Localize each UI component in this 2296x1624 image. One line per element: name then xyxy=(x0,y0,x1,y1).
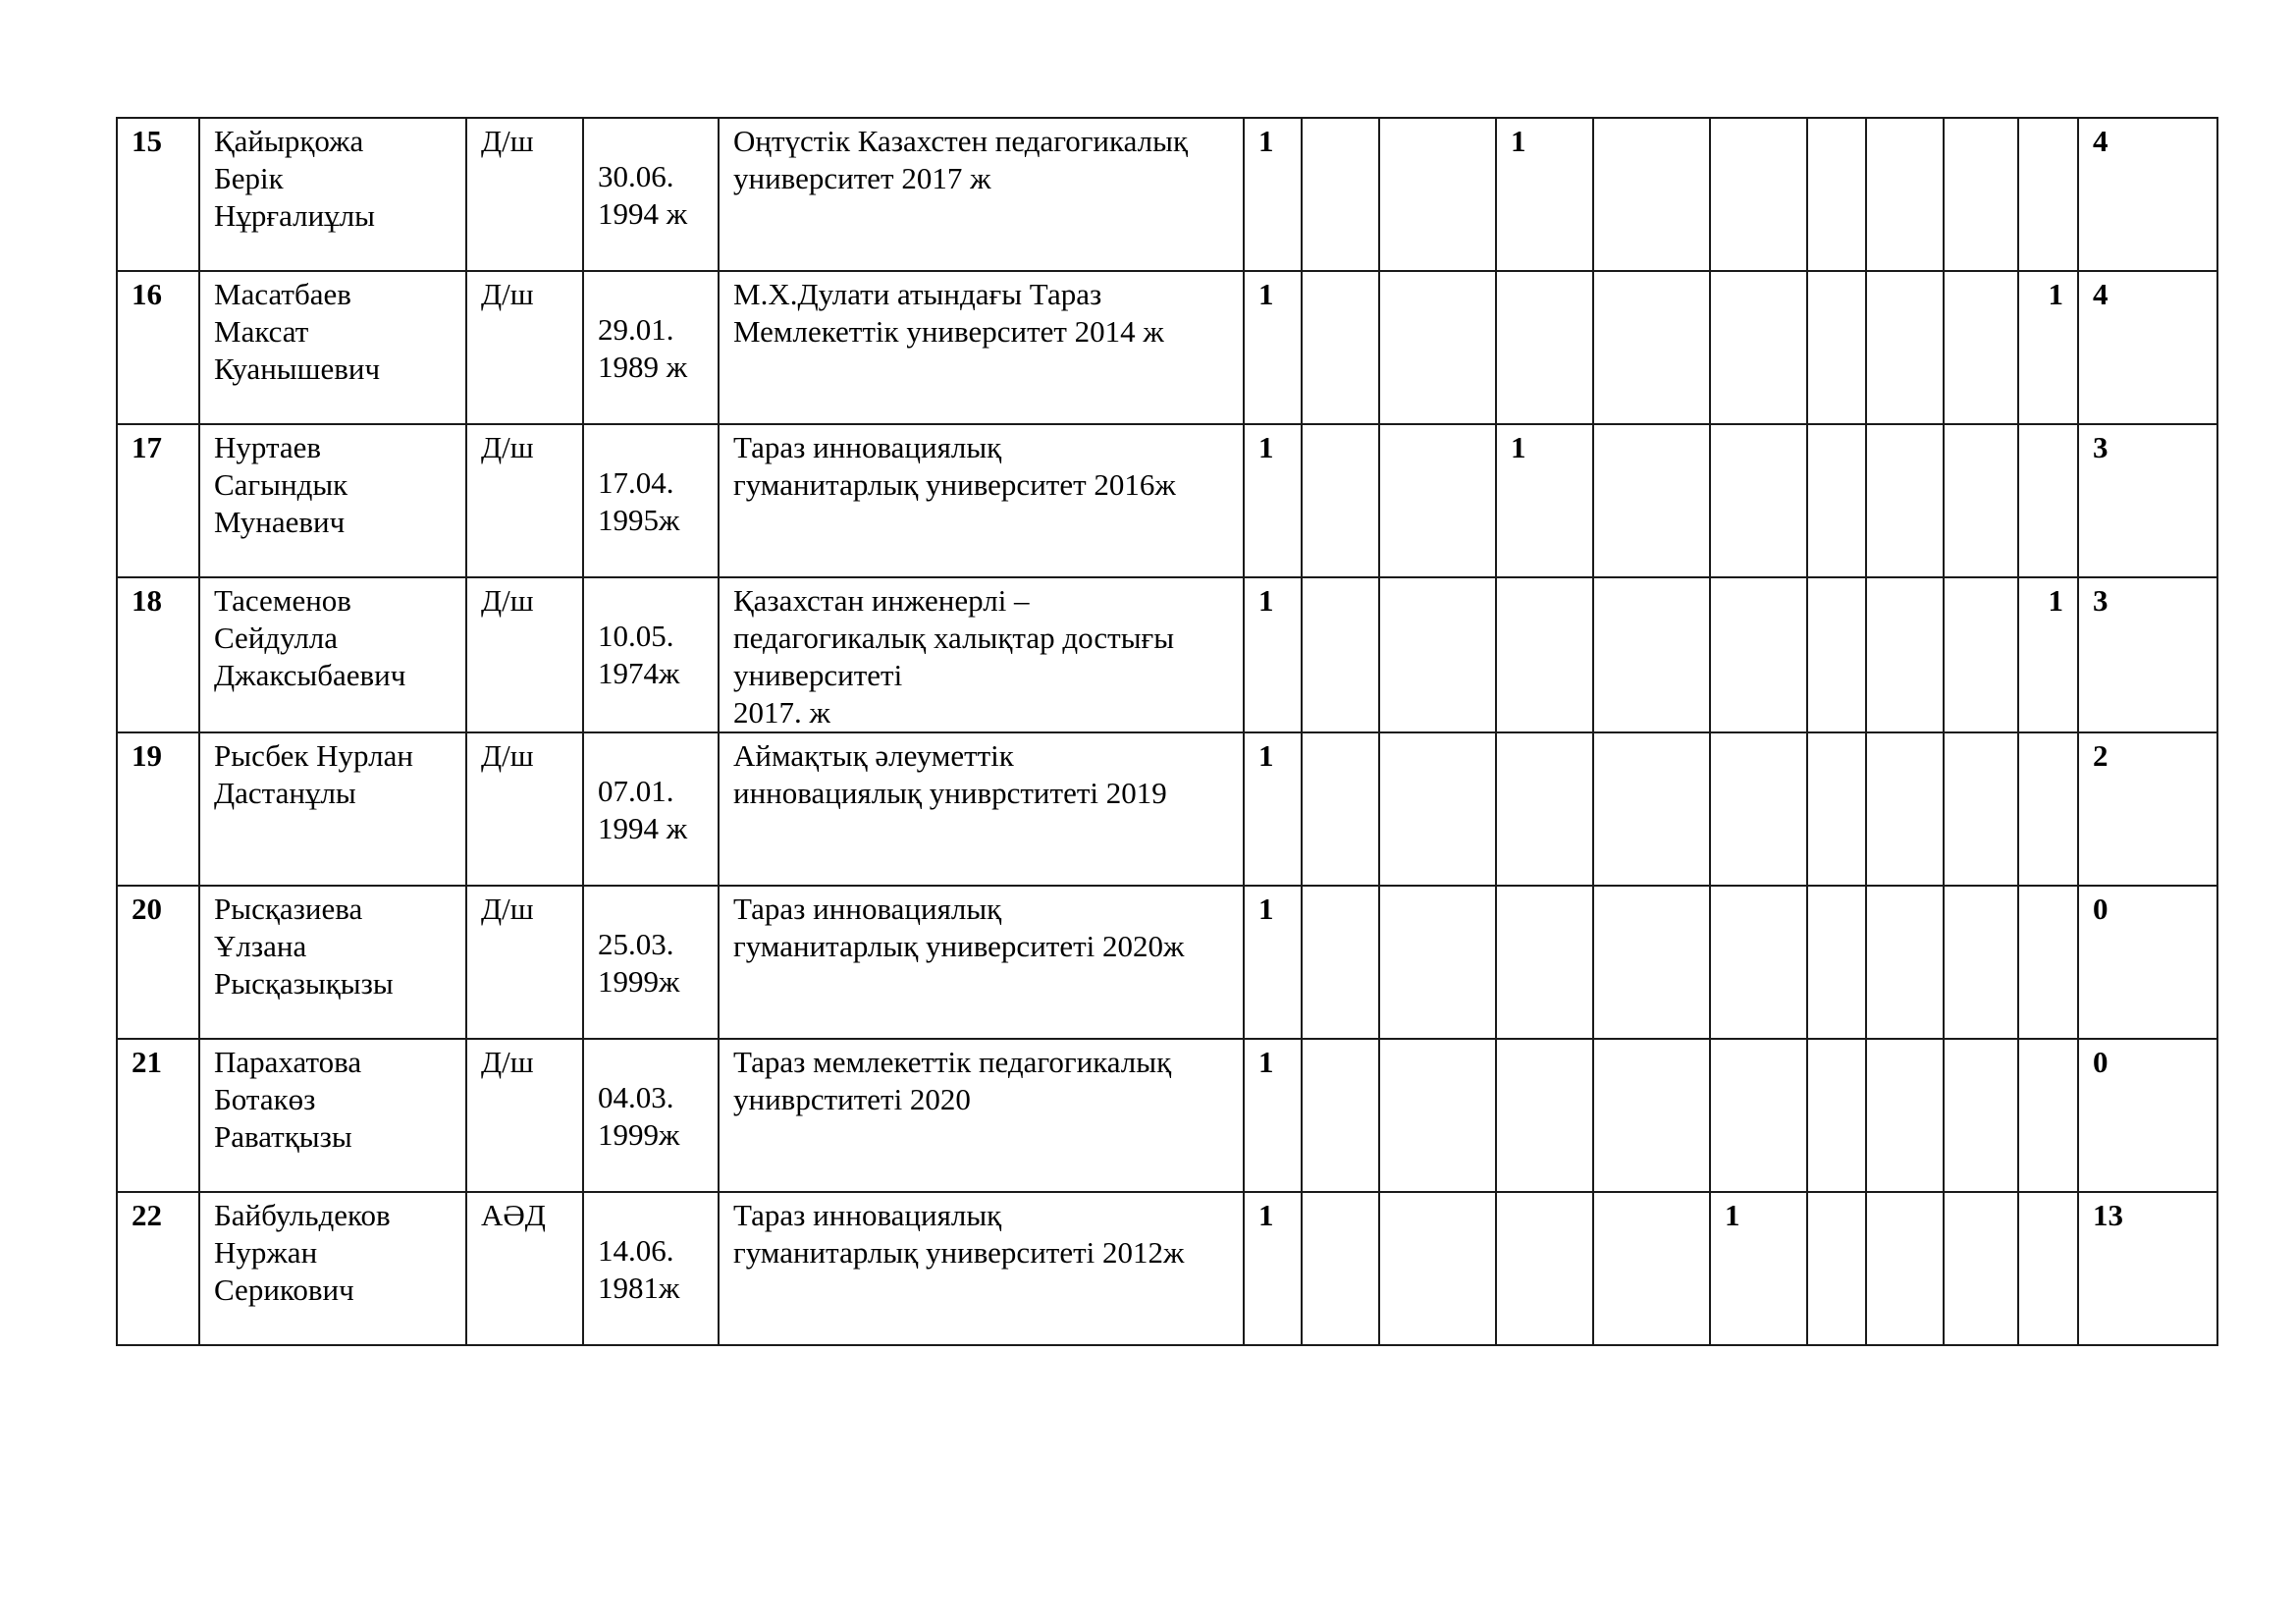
position xyxy=(466,577,583,732)
table-body xyxy=(117,118,2217,1345)
mark-cell-10 xyxy=(2018,886,2078,1039)
mark-cell-8 xyxy=(1866,1039,1944,1192)
mark-cell-2 xyxy=(1302,1192,1379,1345)
position xyxy=(466,424,583,577)
mark-cell-5 xyxy=(1593,1039,1710,1192)
name-line: Максат xyxy=(214,314,309,349)
mark-cell-4 xyxy=(1496,118,1593,271)
full-name xyxy=(199,1192,466,1345)
education xyxy=(719,118,1244,271)
mark-cell-9 xyxy=(1944,271,2018,424)
c1-value: 1 xyxy=(1258,430,1274,464)
birth-date xyxy=(583,1192,719,1345)
mark-cell-6 xyxy=(1710,886,1807,1039)
mark-cell-9 xyxy=(1944,424,2018,577)
mark-cell-5 xyxy=(1593,886,1710,1039)
mark-cell-10 xyxy=(2018,732,2078,886)
position xyxy=(466,271,583,424)
total-value xyxy=(2078,577,2217,732)
mark-cell-1 xyxy=(1244,118,1302,271)
total-value xyxy=(2078,424,2217,577)
name-line: Серикович xyxy=(214,1272,354,1307)
position-value: Д/ш xyxy=(481,738,534,773)
mark-cell-6 xyxy=(1710,732,1807,886)
mark-cell-1 xyxy=(1244,577,1302,732)
mark-cell-8 xyxy=(1866,424,1944,577)
dob-line: 1999ж xyxy=(598,1117,680,1152)
position xyxy=(466,886,583,1039)
table-row xyxy=(117,118,2217,271)
birth-date xyxy=(583,577,719,732)
name-line: Ботакөз xyxy=(214,1082,316,1116)
num-value: 21 xyxy=(132,1045,162,1079)
c10-value: 1 xyxy=(2048,583,2063,618)
c1-value: 1 xyxy=(1258,738,1274,773)
c1-value: 1 xyxy=(1258,1198,1274,1232)
position-value: Д/ш xyxy=(481,124,534,158)
total-value: 3 xyxy=(2093,430,2109,464)
mark-cell-3 xyxy=(1379,424,1496,577)
table-row xyxy=(117,732,2217,886)
mark-cell-5 xyxy=(1593,1192,1710,1345)
c1-value: 1 xyxy=(1258,277,1274,311)
mark-cell-1 xyxy=(1244,424,1302,577)
position-value: Д/ш xyxy=(481,277,534,311)
name-line: Тасеменов xyxy=(214,583,351,618)
full-name xyxy=(199,118,466,271)
mark-cell-7 xyxy=(1807,271,1866,424)
c4-value: 1 xyxy=(1511,430,1526,464)
mark-cell-7 xyxy=(1807,1192,1866,1345)
education xyxy=(719,732,1244,886)
name-line: Рысқазықызы xyxy=(214,966,394,1001)
total-value: 13 xyxy=(2093,1198,2123,1232)
table-row xyxy=(117,424,2217,577)
name-line: Нұрғалиұлы xyxy=(214,198,375,233)
mark-cell-5 xyxy=(1593,732,1710,886)
mark-cell-10 xyxy=(2018,1039,2078,1192)
name-line: Нуртаев xyxy=(214,430,322,464)
mark-cell-6 xyxy=(1710,118,1807,271)
full-name xyxy=(199,577,466,732)
mark-cell-3 xyxy=(1379,886,1496,1039)
education-line: Тараз инновациялық xyxy=(733,430,1002,464)
table-row xyxy=(117,1039,2217,1192)
dob-line: 25.03. xyxy=(598,927,674,961)
mark-cell-3 xyxy=(1379,732,1496,886)
table-row xyxy=(117,886,2217,1039)
birth-date xyxy=(583,886,719,1039)
education-line: М.Х.Дулати атындағы Тараз xyxy=(733,277,1102,311)
mark-cell-3 xyxy=(1379,118,1496,271)
dob-line: 14.06. xyxy=(598,1233,674,1268)
position-value: Д/ш xyxy=(481,892,534,926)
name-line: Парахатова xyxy=(214,1045,362,1079)
total-value xyxy=(2078,1039,2217,1192)
total-value xyxy=(2078,271,2217,424)
mark-cell-7 xyxy=(1807,886,1866,1039)
total-value: 3 xyxy=(2093,583,2109,618)
mark-cell-2 xyxy=(1302,1039,1379,1192)
row-number xyxy=(117,886,199,1039)
mark-cell-10 xyxy=(2018,118,2078,271)
full-name xyxy=(199,271,466,424)
mark-cell-7 xyxy=(1807,118,1866,271)
dob-line: 07.01. xyxy=(598,774,674,808)
dob-line: 29.01. xyxy=(598,312,674,347)
education xyxy=(719,1039,1244,1192)
total-value: 4 xyxy=(2093,124,2109,158)
c10-value: 1 xyxy=(2048,277,2063,311)
education xyxy=(719,1192,1244,1345)
mark-cell-4 xyxy=(1496,1039,1593,1192)
education-line: 2017. ж xyxy=(733,695,830,730)
mark-cell-1 xyxy=(1244,271,1302,424)
mark-cell-9 xyxy=(1944,1039,2018,1192)
name-line: Нуржан xyxy=(214,1235,318,1270)
mark-cell-2 xyxy=(1302,271,1379,424)
dob-line: 30.06. xyxy=(598,159,674,193)
mark-cell-4 xyxy=(1496,577,1593,732)
education-line: университет 2017 ж xyxy=(733,161,991,195)
total-value xyxy=(2078,1192,2217,1345)
mark-cell-7 xyxy=(1807,732,1866,886)
name-line: Мунаевич xyxy=(214,505,346,539)
num-value: 18 xyxy=(132,583,162,618)
c6-value: 1 xyxy=(1725,1198,1740,1232)
total-value xyxy=(2078,732,2217,886)
name-line: Ұлзана xyxy=(214,929,307,963)
education-line: инновациялық униврститеті 2019 xyxy=(733,776,1167,810)
row-number xyxy=(117,271,199,424)
education-line: гуманитарлық университеті 2012ж xyxy=(733,1235,1185,1270)
dob-line: 1995ж xyxy=(598,503,680,537)
education xyxy=(719,886,1244,1039)
mark-cell-7 xyxy=(1807,1039,1866,1192)
total-value xyxy=(2078,118,2217,271)
name-line: Сагындык xyxy=(214,467,348,502)
name-line: Масатбаев xyxy=(214,277,351,311)
name-line: Берік xyxy=(214,161,284,195)
mark-cell-6 xyxy=(1710,577,1807,732)
mark-cell-8 xyxy=(1866,577,1944,732)
row-number xyxy=(117,424,199,577)
row-number xyxy=(117,1192,199,1345)
mark-cell-5 xyxy=(1593,424,1710,577)
mark-cell-2 xyxy=(1302,118,1379,271)
mark-cell-1 xyxy=(1244,886,1302,1039)
num-value: 15 xyxy=(132,124,162,158)
education-line: Қазахстан инженерлі – xyxy=(733,583,1030,618)
name-line: Байбульдеков xyxy=(214,1198,391,1232)
num-value: 20 xyxy=(132,892,162,926)
education xyxy=(719,424,1244,577)
mark-cell-3 xyxy=(1379,1039,1496,1192)
mark-cell-7 xyxy=(1807,424,1866,577)
full-name xyxy=(199,1039,466,1192)
position-value: Д/ш xyxy=(481,583,534,618)
mark-cell-9 xyxy=(1944,1192,2018,1345)
mark-cell-8 xyxy=(1866,271,1944,424)
dob-line: 1994 ж xyxy=(598,811,688,845)
mark-cell-8 xyxy=(1866,118,1944,271)
dob-line: 17.04. xyxy=(598,465,674,500)
table-row xyxy=(117,577,2217,732)
name-line: Қайырқожа xyxy=(214,124,364,158)
dob-line: 10.05. xyxy=(598,619,674,653)
mark-cell-5 xyxy=(1593,577,1710,732)
staff-table xyxy=(116,117,2218,1346)
full-name xyxy=(199,424,466,577)
num-value: 17 xyxy=(132,430,162,464)
name-line: Джаксыбаевич xyxy=(214,658,406,692)
row-number xyxy=(117,118,199,271)
education xyxy=(719,271,1244,424)
birth-date xyxy=(583,424,719,577)
name-line: Куанышевич xyxy=(214,352,381,386)
education-line: Аймақтық әлеуметтік xyxy=(733,738,1014,773)
mark-cell-3 xyxy=(1379,1192,1496,1345)
mark-cell-1 xyxy=(1244,1192,1302,1345)
mark-cell-8 xyxy=(1866,1192,1944,1345)
dob-line: 1999ж xyxy=(598,964,680,999)
table-row xyxy=(117,1192,2217,1345)
mark-cell-6 xyxy=(1710,271,1807,424)
education-line: Оңтүстік Казахстен педагогикалық xyxy=(733,124,1189,158)
mark-cell-9 xyxy=(1944,577,2018,732)
education-line: университеті xyxy=(733,658,903,692)
education-line: Мемлекеттік университет 2014 ж xyxy=(733,314,1164,349)
mark-cell-2 xyxy=(1302,424,1379,577)
mark-cell-7 xyxy=(1807,577,1866,732)
full-name xyxy=(199,732,466,886)
mark-cell-10 xyxy=(2018,271,2078,424)
total-value: 0 xyxy=(2093,892,2109,926)
education-line: Тараз инновациялық xyxy=(733,1198,1002,1232)
position xyxy=(466,118,583,271)
mark-cell-3 xyxy=(1379,271,1496,424)
mark-cell-2 xyxy=(1302,732,1379,886)
dob-line: 1994 ж xyxy=(598,196,688,231)
education-line: педагогикалық халықтар достығы xyxy=(733,621,1175,655)
birth-date xyxy=(583,732,719,886)
name-line: Дастанұлы xyxy=(214,776,356,810)
mark-cell-3 xyxy=(1379,577,1496,732)
education-line: гуманитарлық университет 2016ж xyxy=(733,467,1176,502)
birth-date xyxy=(583,118,719,271)
total-value: 4 xyxy=(2093,277,2109,311)
position-value: АӘД xyxy=(481,1198,546,1232)
dob-line: 1974ж xyxy=(598,656,680,690)
mark-cell-9 xyxy=(1944,118,2018,271)
mark-cell-1 xyxy=(1244,732,1302,886)
position xyxy=(466,732,583,886)
c1-value: 1 xyxy=(1258,1045,1274,1079)
num-value: 22 xyxy=(132,1198,162,1232)
c4-value: 1 xyxy=(1511,124,1526,158)
mark-cell-8 xyxy=(1866,886,1944,1039)
mark-cell-6 xyxy=(1710,424,1807,577)
mark-cell-10 xyxy=(2018,1192,2078,1345)
education-line: униврститеті 2020 xyxy=(733,1082,971,1116)
mark-cell-1 xyxy=(1244,1039,1302,1192)
mark-cell-6 xyxy=(1710,1192,1807,1345)
mark-cell-5 xyxy=(1593,271,1710,424)
c1-value: 1 xyxy=(1258,583,1274,618)
mark-cell-4 xyxy=(1496,886,1593,1039)
education-line: гуманитарлық университеті 2020ж xyxy=(733,929,1185,963)
c1-value: 1 xyxy=(1258,892,1274,926)
mark-cell-10 xyxy=(2018,577,2078,732)
education xyxy=(719,577,1244,732)
c1-value: 1 xyxy=(1258,124,1274,158)
mark-cell-6 xyxy=(1710,1039,1807,1192)
num-value: 19 xyxy=(132,738,162,773)
mark-cell-4 xyxy=(1496,732,1593,886)
full-name xyxy=(199,886,466,1039)
dob-line: 04.03. xyxy=(598,1080,674,1114)
mark-cell-8 xyxy=(1866,732,1944,886)
mark-cell-2 xyxy=(1302,577,1379,732)
row-number xyxy=(117,732,199,886)
birth-date xyxy=(583,1039,719,1192)
education-line: Тараз мемлекеттік педагогикалық xyxy=(733,1045,1172,1079)
dob-line: 1989 ж xyxy=(598,350,688,384)
name-line: Сейдулла xyxy=(214,621,339,655)
row-number xyxy=(117,577,199,732)
mark-cell-4 xyxy=(1496,424,1593,577)
total-value: 0 xyxy=(2093,1045,2109,1079)
mark-cell-5 xyxy=(1593,118,1710,271)
education-line: Тараз инновациялық xyxy=(733,892,1002,926)
table-row xyxy=(117,271,2217,424)
name-line: Рысбек Нурлан xyxy=(214,738,413,773)
position xyxy=(466,1192,583,1345)
num-value: 16 xyxy=(132,277,162,311)
mark-cell-9 xyxy=(1944,732,2018,886)
position xyxy=(466,1039,583,1192)
mark-cell-4 xyxy=(1496,271,1593,424)
row-number xyxy=(117,1039,199,1192)
total-value: 2 xyxy=(2093,738,2109,773)
mark-cell-10 xyxy=(2018,424,2078,577)
mark-cell-9 xyxy=(1944,886,2018,1039)
position-value: Д/ш xyxy=(481,430,534,464)
name-line: Раватқызы xyxy=(214,1119,352,1154)
birth-date xyxy=(583,271,719,424)
dob-line: 1981ж xyxy=(598,1271,680,1305)
name-line: Рысқазиева xyxy=(214,892,363,926)
mark-cell-4 xyxy=(1496,1192,1593,1345)
mark-cell-2 xyxy=(1302,886,1379,1039)
total-value xyxy=(2078,886,2217,1039)
position-value: Д/ш xyxy=(481,1045,534,1079)
